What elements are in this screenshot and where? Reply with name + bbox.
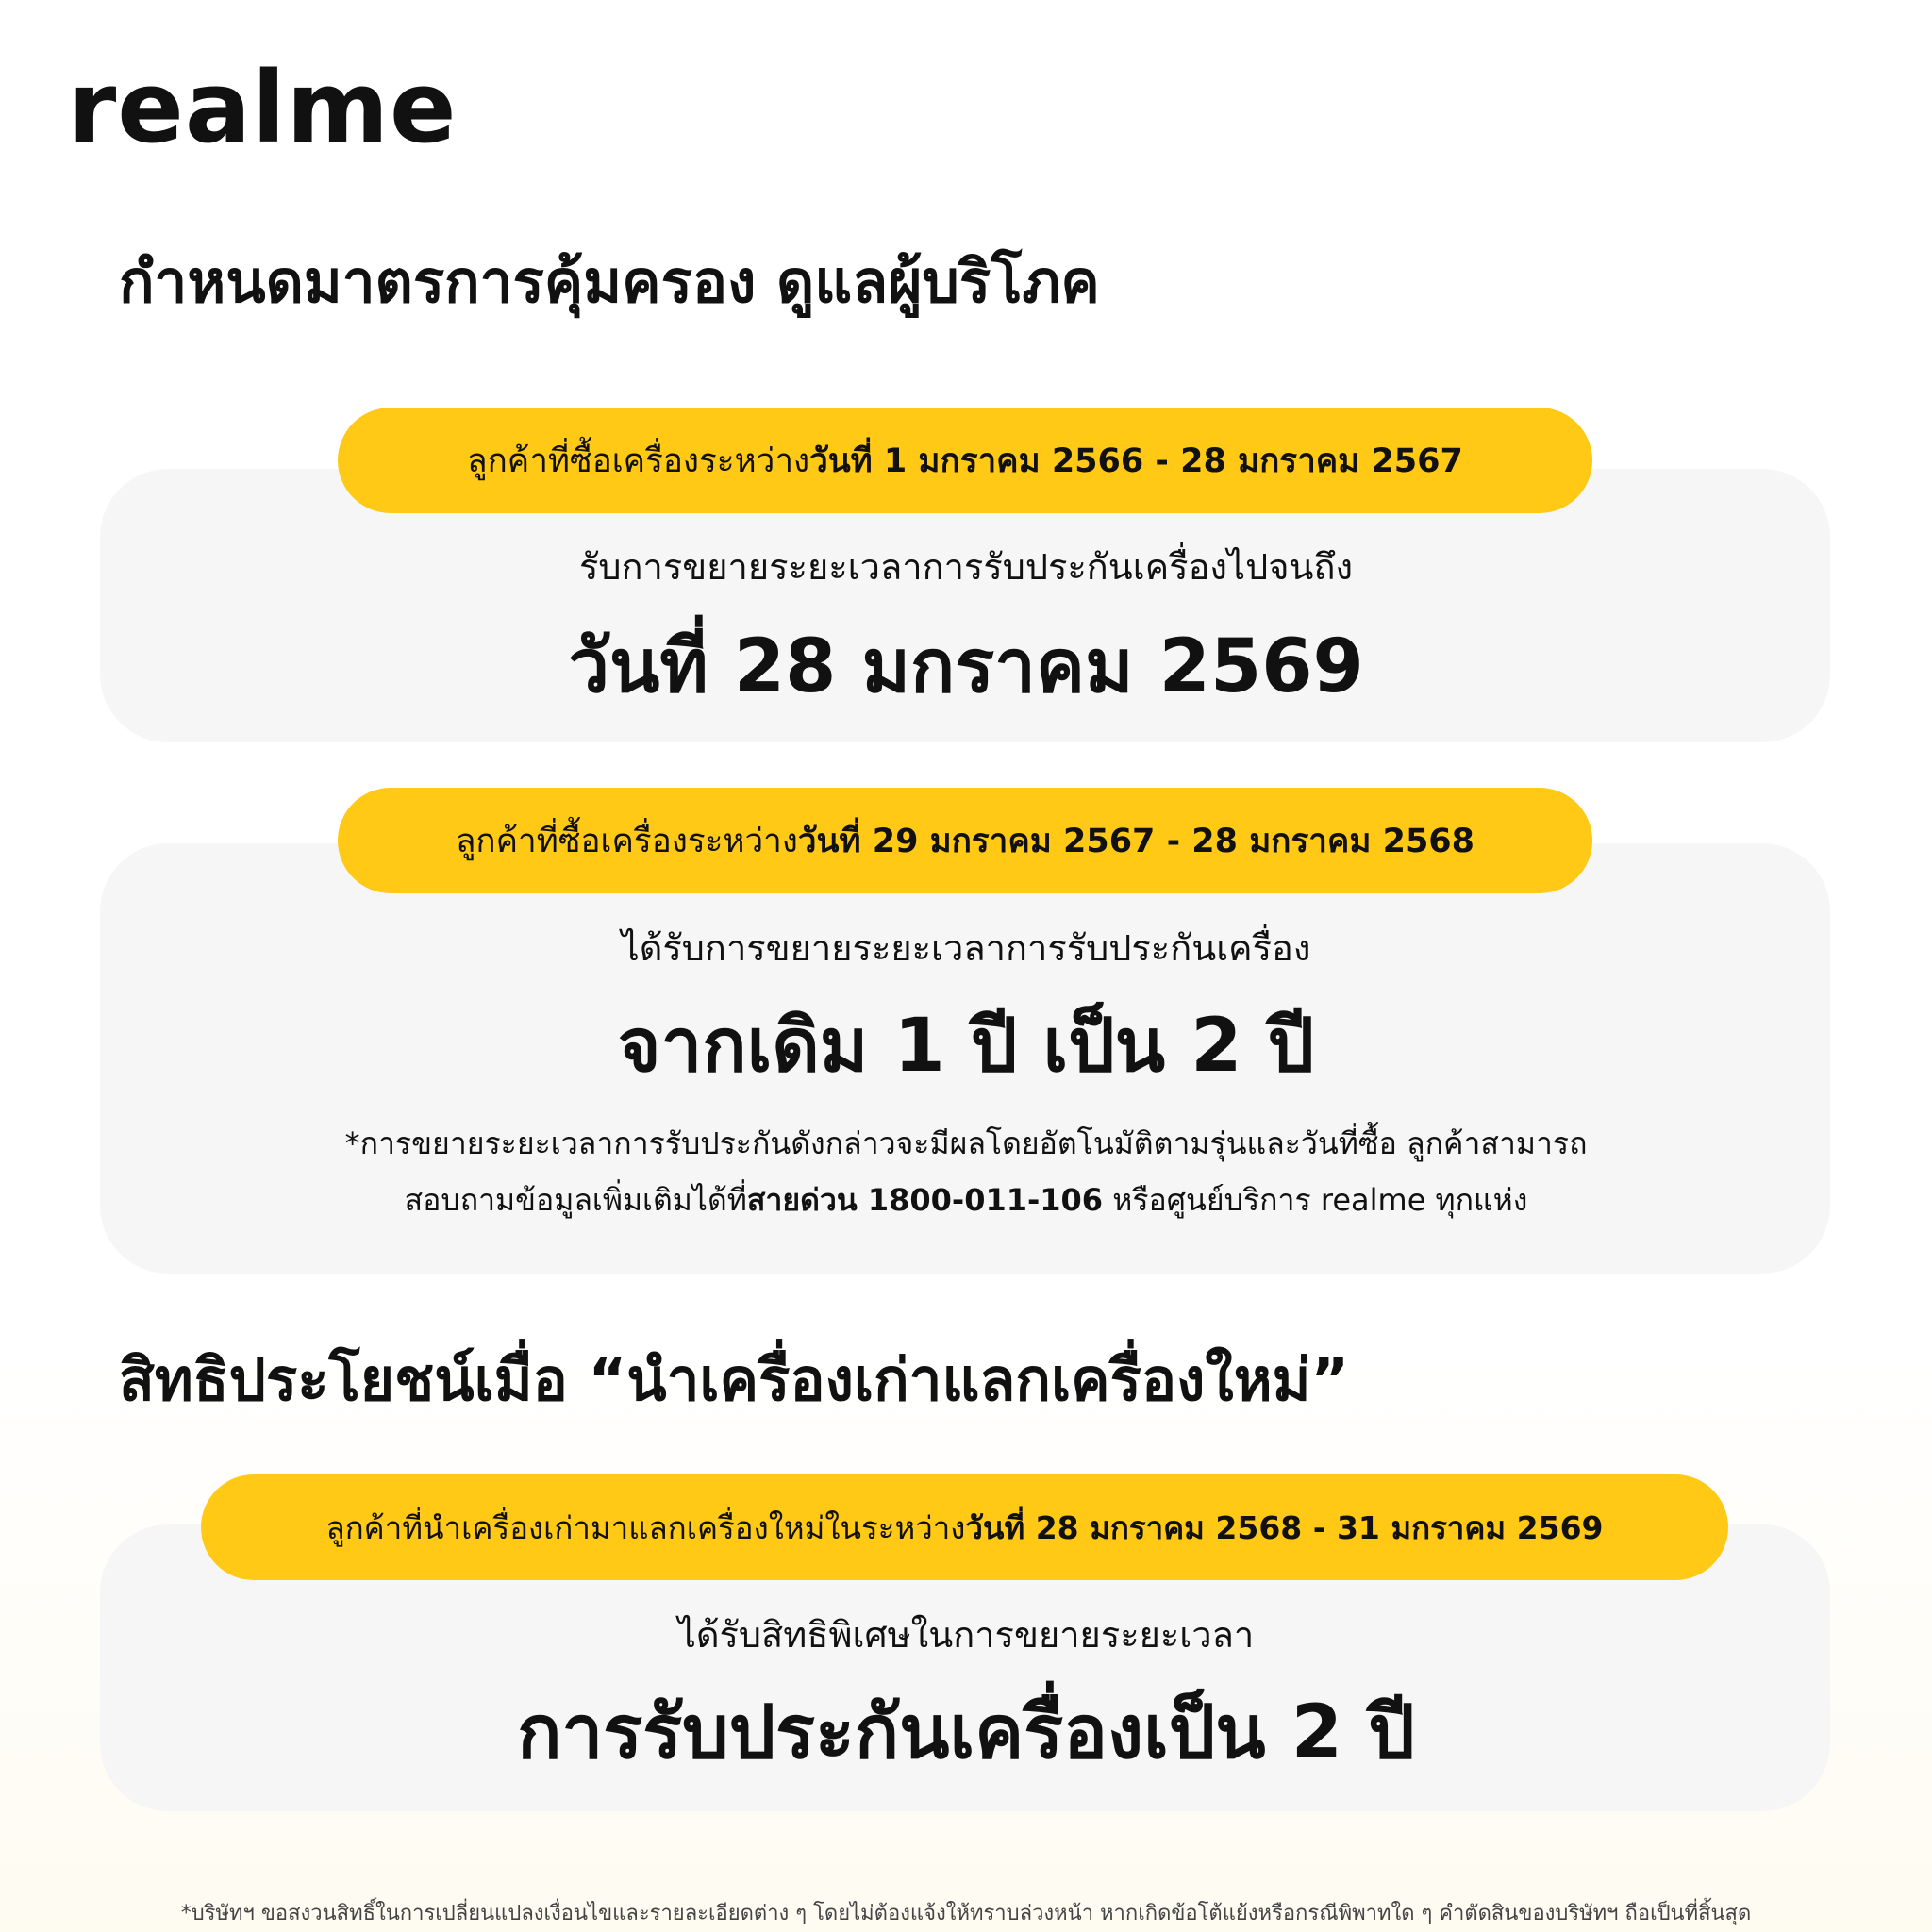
purchase-period-badge-1 [338, 408, 1592, 513]
warranty-card-1-subtitle: รับการขยายระยะเวลาการรับประกันเครื่องไปจนถึง [578, 546, 1354, 588]
note-contact-prefix: สอบถามข้อมูลเพิ่มเติมได้ที่ [404, 1182, 747, 1218]
section-title-consumer-protection: กำหนดมาตรการคุ้มครอง ดูแลผู้บริโภค [119, 247, 1100, 316]
purchase-period-label: ลูกค้าที่ซื้อเครื่องระหว่าง [467, 441, 810, 480]
warranty-card-2-subtitle: ได้รับการขยายระยะเวลาการรับประกันเครื่อง [621, 927, 1311, 969]
trade-in-period-badge [201, 1474, 1728, 1580]
warranty-card-1-highlight: วันที่ 28 มกราคม 2569 [568, 625, 1364, 709]
hotline-number: สายด่วน 1800-011-106 [746, 1182, 1104, 1218]
trade-in-card-subtitle: ได้รับสิทธิพิเศษในการขยายระยะเวลา [677, 1614, 1255, 1656]
note-contact-suffix: หรือศูนย์บริการ realme ทุกแห่ง [1103, 1182, 1528, 1218]
realme-logo: realme [68, 50, 458, 165]
footer-disclaimer: *บริษัทฯ ขอสงวนสิทธิ์ในการเปลี่ยนแปลงเงื่อนไขและรายละเอียดต่าง ๆ โดยไม่ต้องแจ้งให้ทราบล่วงหน้า หากเกิดข้อโต้แย้งหรือกรณีพิพาทใด ๆ คำตัดสินของบริษัทฯ ถือเป็นที่สิ้นสุด [180, 1902, 1752, 1925]
purchase-period-label: ลูกค้าที่ซื้อเครื่องระหว่าง [455, 822, 798, 860]
trade-in-period-label: ลูกค้าที่นำเครื่องเก่ามาแลกเครื่องใหม่ในระหว่าง [325, 1508, 966, 1546]
warranty-note-line-1: *การขยายระยะเวลาการรับประกันดังกล่าวจะมีผลโดยอัตโนมัติตามรุ่นและวันที่ซื้อ ลูกค้าสามารถ [344, 1125, 1588, 1161]
warranty-note-line-2 [0, 1182, 1932, 1218]
purchase-period-dates: วันที่ 1 มกราคม 2566 - 28 มกราคม 2567 [809, 441, 1463, 480]
purchase-period-badge-2 [338, 788, 1592, 893]
trade-in-card-highlight: การรับประกันเครื่องเป็น 2 ปี [517, 1690, 1415, 1775]
section-title-trade-in-benefits: สิทธิประโยชน์เมื่อ “นำเครื่องเก่าแลกเครื่องใหม่” [119, 1345, 1350, 1414]
purchase-period-dates: วันที่ 29 มกราคม 2567 - 28 มกราคม 2568 [797, 822, 1474, 860]
warranty-card-2-highlight: จากเดิม 1 ปี เป็น 2 ปี [617, 1004, 1315, 1089]
trade-in-period-dates: วันที่ 28 มกราคม 2568 - 31 มกราคม 2569 [965, 1508, 1604, 1546]
